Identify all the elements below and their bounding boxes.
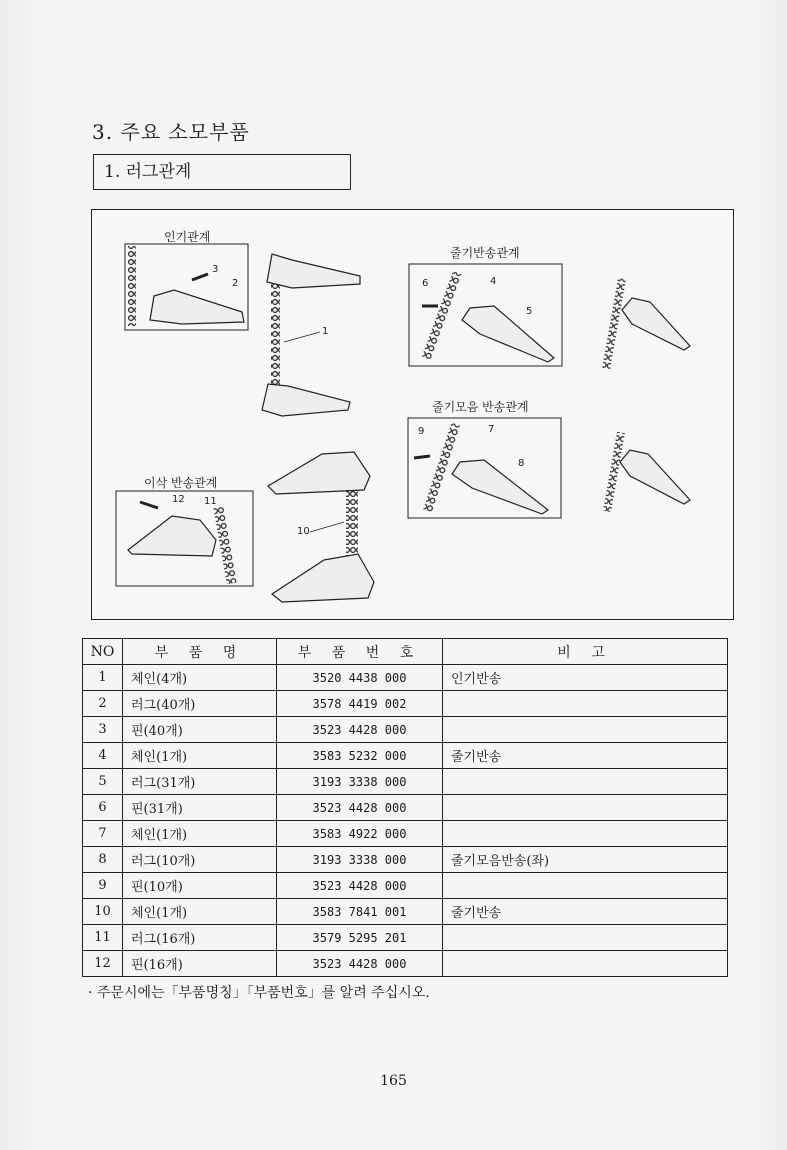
- cell-part-number: 3523 4428 000: [277, 951, 443, 977]
- cell-no: 4: [83, 743, 123, 769]
- lug-icon: [462, 306, 554, 362]
- callout-8: 8: [518, 458, 525, 469]
- cell-no: 9: [83, 873, 123, 899]
- page-number: 165: [380, 1073, 407, 1089]
- cell-no: 8: [83, 847, 123, 873]
- cell-no: 3: [83, 717, 123, 743]
- cell-part-number: 3193 3338 000: [277, 847, 443, 873]
- cell-part-number: 3578 4419 002: [277, 691, 443, 717]
- header-no: NO: [83, 639, 123, 665]
- cell-no: 12: [83, 951, 123, 977]
- cell-remarks: [443, 951, 728, 977]
- table-row: [83, 665, 728, 691]
- parts-table: [82, 638, 728, 977]
- table-row: [83, 691, 728, 717]
- chain-icon: [423, 423, 460, 513]
- callout-4: 4: [490, 276, 497, 287]
- cell-no: 11: [83, 925, 123, 951]
- table-row: [83, 899, 728, 925]
- lug-icon: [262, 384, 350, 416]
- caption-stem-gather: 줄기모음 반송관계: [432, 400, 529, 414]
- table-row: [83, 951, 728, 977]
- callout-5: 5: [526, 306, 533, 317]
- callout-11: 11: [204, 496, 217, 507]
- cell-no: 5: [83, 769, 123, 795]
- lug-icon: [150, 290, 244, 324]
- cell-remarks: [443, 821, 728, 847]
- cell-part-number: 3583 7841 001: [277, 899, 443, 925]
- cell-remarks: [443, 873, 728, 899]
- pin-icon: [140, 502, 158, 508]
- cell-remarks: [443, 795, 728, 821]
- lug-icon: [620, 450, 690, 504]
- cell-remarks: [443, 769, 728, 795]
- table-row: [83, 847, 728, 873]
- parts-illustration: [92, 210, 735, 621]
- cell-part-name: 체인(1개): [123, 899, 277, 925]
- cell-part-number: 3579 5295 201: [277, 925, 443, 951]
- table-row: [83, 873, 728, 899]
- table-row: [83, 795, 728, 821]
- callout-10: 10: [297, 526, 310, 537]
- callout-2: 2: [232, 278, 239, 289]
- caption-ear-transfer: 이삭 반송관계: [144, 476, 218, 490]
- lug-icon: [622, 298, 690, 350]
- chain-icon: [603, 432, 625, 512]
- caption-intake: 인기관계: [164, 230, 211, 244]
- lug-icon: [452, 460, 548, 514]
- cell-part-number: 3523 4428 000: [277, 873, 443, 899]
- cell-part-name: 러그(10개): [123, 847, 277, 873]
- pin-icon: [414, 456, 430, 458]
- order-footnote: · 주문시에는「부품명칭」「부품번호」를 알려 주십시오.: [88, 985, 430, 1001]
- cell-no: 1: [83, 665, 123, 691]
- lug-icon: [128, 516, 216, 556]
- cell-remarks: 인기반송: [443, 665, 728, 691]
- table-body: [83, 665, 728, 977]
- parts-figure: [91, 209, 734, 620]
- table-row: [83, 743, 728, 769]
- cell-part-name: 핀(31개): [123, 795, 277, 821]
- cell-part-number: 3193 3338 000: [277, 769, 443, 795]
- cell-remarks: [443, 717, 728, 743]
- cell-part-number: 3523 4428 000: [277, 717, 443, 743]
- lug-icon: [267, 254, 360, 288]
- callout-6: 6: [422, 278, 429, 289]
- header-part-name: 부 품 명: [123, 639, 277, 665]
- cell-part-number: 3583 4922 000: [277, 821, 443, 847]
- cell-remarks: 줄기반송: [443, 743, 728, 769]
- table-row: [83, 925, 728, 951]
- chain-icon: [602, 278, 626, 370]
- cell-part-name: 체인(4개): [123, 665, 277, 691]
- cell-part-name: 핀(16개): [123, 951, 277, 977]
- chain-icon: [271, 282, 280, 392]
- cell-part-number: 3523 4428 000: [277, 795, 443, 821]
- table-row: [83, 717, 728, 743]
- table-header-row: [83, 639, 728, 665]
- table-row: [83, 769, 728, 795]
- cell-remarks: 줄기모음반송(좌): [443, 847, 728, 873]
- cell-no: 2: [83, 691, 123, 717]
- cell-part-name: 핀(40개): [123, 717, 277, 743]
- callout-3: 3: [212, 264, 219, 275]
- cell-part-name: 체인(1개): [123, 743, 277, 769]
- cell-part-name: 러그(16개): [123, 925, 277, 951]
- cell-part-number: 3520 4438 000: [277, 665, 443, 691]
- cell-remarks: [443, 925, 728, 951]
- header-remarks: 비 고: [443, 639, 728, 665]
- callout-7: 7: [488, 424, 495, 435]
- callout-1: 1: [322, 326, 329, 337]
- callout-9: 9: [418, 426, 425, 437]
- callout-12: 12: [172, 494, 185, 505]
- chain-icon: [128, 246, 136, 326]
- cell-part-name: 핀(10개): [123, 873, 277, 899]
- header-part-number: 부 품 번 호: [277, 639, 443, 665]
- caption-stem-transfer: 줄기반송관계: [450, 246, 520, 260]
- lug-icon: [272, 554, 374, 602]
- subsection-title: 1. 러그관계: [93, 154, 351, 190]
- table-row: [83, 821, 728, 847]
- chain-icon: [213, 506, 236, 585]
- cell-part-name: 체인(1개): [123, 821, 277, 847]
- cell-part-number: 3583 5232 000: [277, 743, 443, 769]
- cell-part-name: 러그(31개): [123, 769, 277, 795]
- cell-no: 6: [83, 795, 123, 821]
- lug-icon: [268, 452, 370, 494]
- section-title: 3. 주요 소모부품: [92, 120, 250, 144]
- pin-icon: [192, 274, 208, 280]
- cell-remarks: [443, 691, 728, 717]
- cell-remarks: 줄기반송: [443, 899, 728, 925]
- cell-no: 10: [83, 899, 123, 925]
- cell-part-name: 러그(40개): [123, 691, 277, 717]
- cell-no: 7: [83, 821, 123, 847]
